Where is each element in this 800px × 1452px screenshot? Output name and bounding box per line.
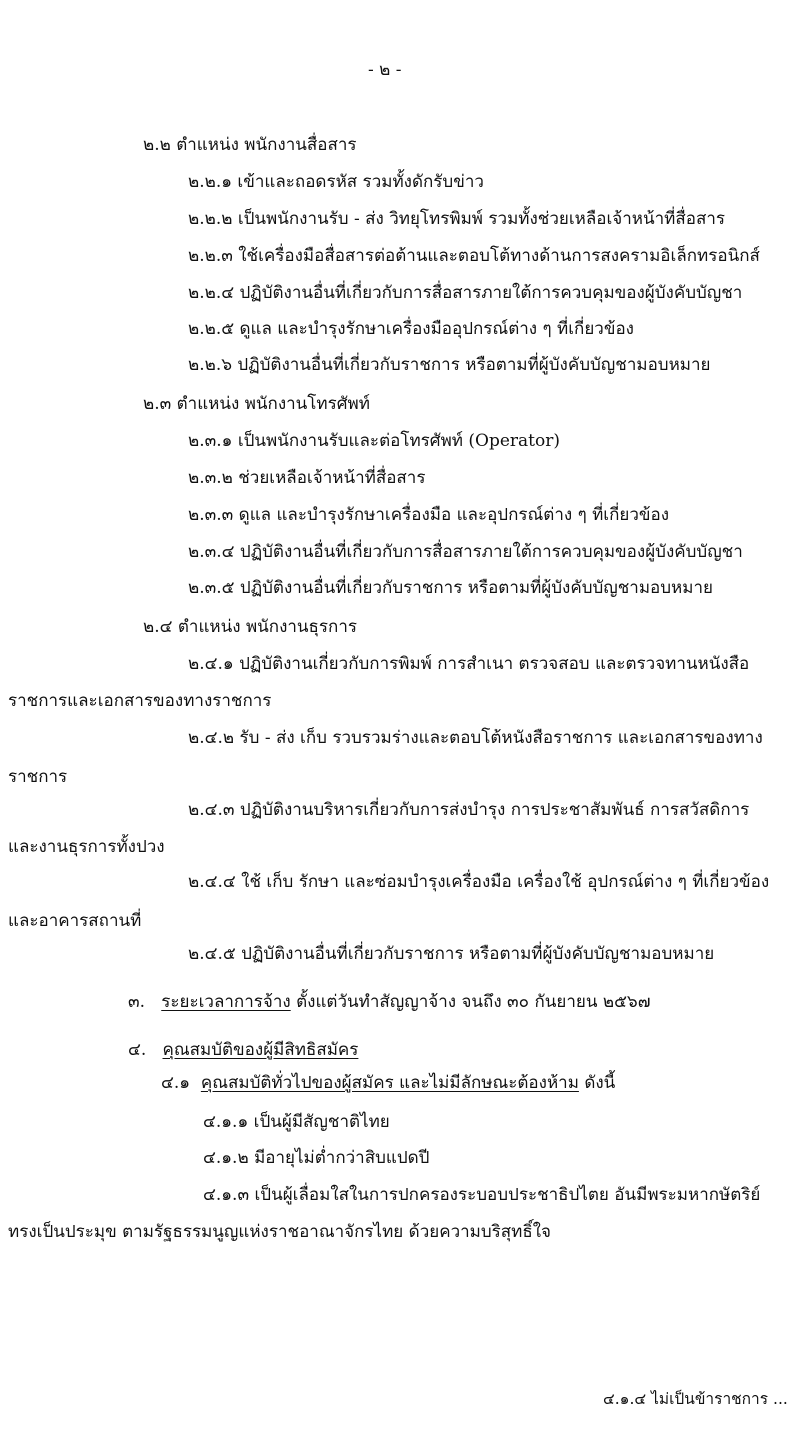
item-2-2-1: ๒.๒.๑ เข้าและถอดรหัส รวมทั้งดักรับข่าว bbox=[188, 172, 484, 192]
section-3-title: ระยะเวลาการจ้าง bbox=[161, 992, 291, 1012]
item-2-3-2: ๒.๓.๒ ช่วยเหลือเจ้าหน้าที่สื่อสาร bbox=[188, 468, 426, 488]
item-2-4-5: ๒.๔.๕ ปฏิบัติงานอื่นที่เกี่ยวกับราชการ หรือตามที่ผู้บังคับบัญชามอบหมาย bbox=[188, 944, 715, 964]
section-3-text: ตั้งแต่วันทำสัญญาจ้าง จนถึง ๓๐ กันยายน ๒๕๖๗ bbox=[296, 992, 651, 1012]
item-2-2-2: ๒.๒.๒ เป็นพนักงานรับ - ส่ง วิทยุโทรพิมพ์ รวมทั้งช่วยเหลือเจ้าหน้าที่สื่อสาร bbox=[188, 209, 726, 229]
section-4 bbox=[128, 1038, 358, 1062]
section-2-2-heading: ๒.๒ ตำแหน่ง พนักงานสื่อสาร bbox=[143, 135, 357, 155]
item-2-4-4: ๒.๔.๔ ใช้ เก็บ รักษา และซ่อมบำรุงเครื่องมือ เครื่องใช้ อุปกรณ์ต่าง ๆ ที่เกี่ยวข้อง bbox=[188, 872, 770, 892]
item-2-3-3: ๒.๓.๓ ดูแล และบำรุงรักษาเครื่องมือ และอุปกรณ์ต่าง ๆ ที่เกี่ยวข้อง bbox=[188, 505, 670, 525]
item-2-3-4: ๒.๓.๔ ปฏิบัติงานอื่นที่เกี่ยวกับการสื่อสารภายใต้การควบคุมของผู้บังคับบัญชา bbox=[188, 542, 743, 562]
item-2-4-2-continued: ราชการ bbox=[8, 767, 68, 787]
item-2-4-1: ๒.๔.๑ ปฏิบัติงานเกี่ยวกับการพิมพ์ การสำเนา ตรวจสอบ และตรวจทานหนังสือ bbox=[188, 654, 750, 674]
item-2-2-5: ๒.๒.๕ ดูแล และบำรุงรักษาเครื่องมืออุปกรณ์ต่าง ๆ ที่เกี่ยวข้อง bbox=[188, 319, 634, 339]
section-4-number: ๔. bbox=[128, 1040, 147, 1060]
item-2-4-2: ๒.๔.๒ รับ - ส่ง เก็บ รวบรวมร่างและตอบโต้หนังสือราชการ และเอกสารของทาง bbox=[188, 728, 763, 748]
section-4-1 bbox=[161, 1071, 615, 1095]
item-2-2-6: ๒.๒.๖ ปฏิบัติงานอื่นที่เกี่ยวกับราชการ หรือตามที่ผู้บังคับบัญชามอบหมาย bbox=[188, 355, 711, 375]
item-2-4-3-continued: และงานธุรการทั้งปวง bbox=[8, 837, 165, 857]
section-2-4-heading: ๒.๔ ตำแหน่ง พนักงานธุรการ bbox=[143, 617, 358, 637]
section-4-1-suffix: ดังนี้ bbox=[584, 1073, 616, 1093]
item-2-3-5: ๒.๓.๕ ปฏิบัติงานอื่นที่เกี่ยวกับราชการ หรือตามที่ผู้บังคับบัญชามอบหมาย bbox=[188, 578, 713, 598]
item-4-1-3: ๔.๑.๓ เป็นผู้เลื่อมใสในการปกครองระบอบประชาธิปไตย อันมีพระมหากษัตริย์ bbox=[203, 1185, 761, 1205]
item-2-4-4-continued: และอาคารสถานที่ bbox=[8, 911, 142, 931]
item-2-2-4: ๒.๒.๔ ปฏิบัติงานอื่นที่เกี่ยวกับการสื่อสารภายใต้การควบคุมของผู้บังคับบัญชา bbox=[188, 283, 743, 303]
section-4-1-number: ๔.๑ bbox=[161, 1073, 191, 1093]
section-4-1-title: คุณสมบัติทั่วไปของผู้สมัคร และไม่มีลักษณะต้องห้าม bbox=[200, 1073, 579, 1093]
item-2-3-1: ๒.๓.๑ เป็นพนักงานรับและต่อโทรศัพท์ (Operator) bbox=[188, 431, 560, 451]
section-3 bbox=[128, 990, 651, 1014]
continuation-text: ๔.๑.๔ ไม่เป็นข้าราชการ ... bbox=[603, 1390, 788, 1408]
item-2-4-1-continued: ราชการและเอกสารของทางราชการ bbox=[8, 691, 272, 711]
item-4-1-1: ๔.๑.๑ เป็นผู้มีสัญชาติไทย bbox=[203, 1112, 390, 1132]
section-4-title: คุณสมบัติของผู้มีสิทธิสมัคร bbox=[162, 1040, 359, 1060]
page-number: - ๒ - bbox=[368, 60, 402, 80]
section-3-number: ๓. bbox=[128, 992, 146, 1012]
item-2-2-3: ๒.๒.๓ ใช้เครื่องมือสื่อสารต่อต้านและตอบโต้ทางด้านการสงครามอิเล็กทรอนิกส์ bbox=[188, 246, 760, 266]
item-4-1-3-continued: ทรงเป็นประมุข ตามรัฐธรรมนูญแห่งราชอาณาจักรไทย ด้วยความบริสุทธิ์ใจ bbox=[8, 1222, 552, 1242]
item-4-1-2: ๔.๑.๒ มีอายุไม่ต่ำกว่าสิบแปดปี bbox=[203, 1148, 430, 1168]
item-2-4-3: ๒.๔.๓ ปฏิบัติงานบริหารเกี่ยวกับการส่งบำรุง การประชาสัมพันธ์ การสวัสดิการ bbox=[188, 800, 750, 820]
section-2-3-heading: ๒.๓ ตำแหน่ง พนักงานโทรศัพท์ bbox=[143, 394, 370, 414]
